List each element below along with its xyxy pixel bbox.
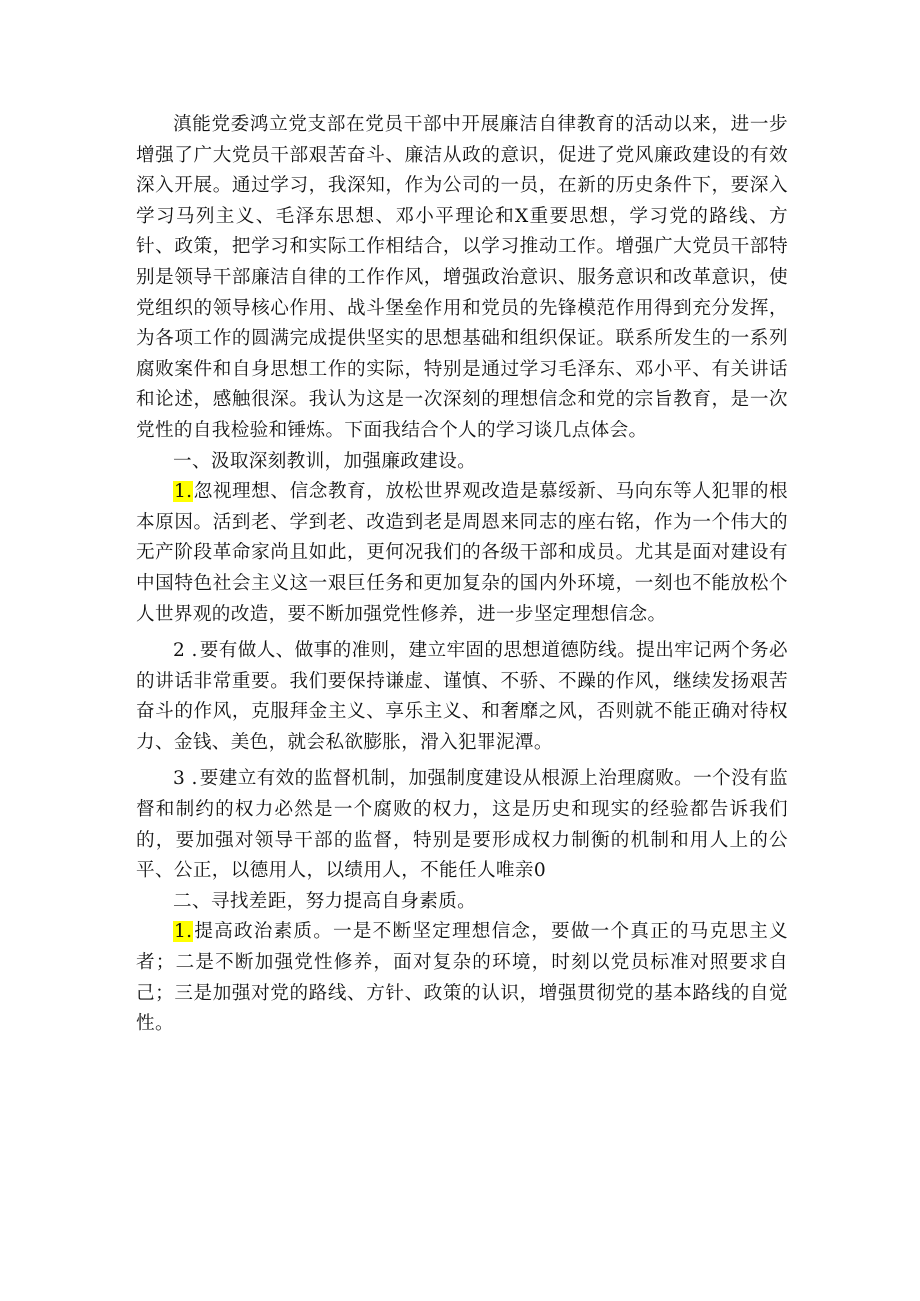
item-text: 要有做人、做事的准则，建立牢固的思想道德防线。提出牢记两个务必的讲话非常重要。我们要保持谦虚、谨慎、不骄、不躁的作风，继续发扬艰苦奋斗的作风，克服拜金主义、享乐主义、和奢靡之风，否则就不能正确对待权力、金钱、美色，就会私欲膨胀，滑入犯罪泥潭。 [136, 640, 788, 753]
document-page [136, 110, 788, 1040]
item-text: 要建立有效的监督机制，加强制度建设从根源上治理腐败。一个没有监督和制约的权力必然是一个腐败的权力，这是历史和现实的经验都告诉我们的，要加强对领导干部的监督，特别是要形成权力制衡的机制和用人上的公平、公正，以德用人，以绩用人，不能任人唯亲0 [136, 768, 788, 882]
section-1-item-3 [136, 764, 788, 886]
section-2-item-1 [136, 917, 788, 1039]
item-number-highlight: 1. [174, 481, 193, 503]
intro-paragraph: 滇能党委鸿立党支部在党员干部中开展廉洁自律教育的活动以来，进一步增强了广大党员干部艰苦奋斗、廉洁从政的意识，促进了党风廉政建设的有效深入开展。通过学习，我深知，作为公司的一员，在新的历史条件下，要深入学习马列主义、毛泽东思想、邓小平理论和X重要思想，学习党的路线、方针、政策，把学习和实际工作相结合，以学习推动工作。增强广大党员干部特别是领导干部廉洁自律的工作作风，增强政治意识、服务意识和改革意识，使党组织的领导核心作用、战斗堡垒作用和党员的先锋模范作用得到充分发挥，为各项工作的圆满完成提供坚实的思想基础和组织保证。联系所发生的一系列腐败案件和自身思想工作的实际，特别是通过学习毛泽东、邓小平、有关讲话和论述，感触很深。我认为这是一次深刻的理想信念和党的宗旨教育，是一次党性的自我检验和锤炼。下面我结合个人的学习谈几点体会。 [136, 114, 788, 441]
item-number: 3 . [173, 768, 198, 790]
item-text: 忽视理想、信念教育，放松世界观改造是慕绥新、马向东等人犯罪的根本原因。活到老、学到老、改造到老是周恩来同志的座右铭，作为一个伟大的无产阶段革命家尚且如此，更何况我们的各级干部和成员。尤其是面对建设有中国特色社会主义这一艰巨任务和更加复杂的国内外环境，一刻也不能放松个人世界观的改造，要不断加强党性修养，进一步坚定理想信念。 [136, 481, 788, 625]
item-number: 2 . [173, 640, 198, 662]
item-text: 提高政治素质。一是不断坚定理想信念，要做一个真正的马克思主义者；二是不断加强党性修养，面对复杂的环境，时刻以党员标准对照要求自己；三是加强对党的路线、方针、政策的认识，增强贯彻党的基本路线的自觉性。 [136, 921, 788, 1035]
section-1-item-1 [136, 477, 788, 630]
section-1-heading: 一、汲取深刻教训，加强廉政建设。 [173, 450, 477, 472]
section-2-heading: 二、寻找差距，努力提高自身素质。 [173, 890, 477, 912]
section-1-item-2 [136, 636, 788, 758]
item-number-highlight: 1. [174, 921, 193, 943]
